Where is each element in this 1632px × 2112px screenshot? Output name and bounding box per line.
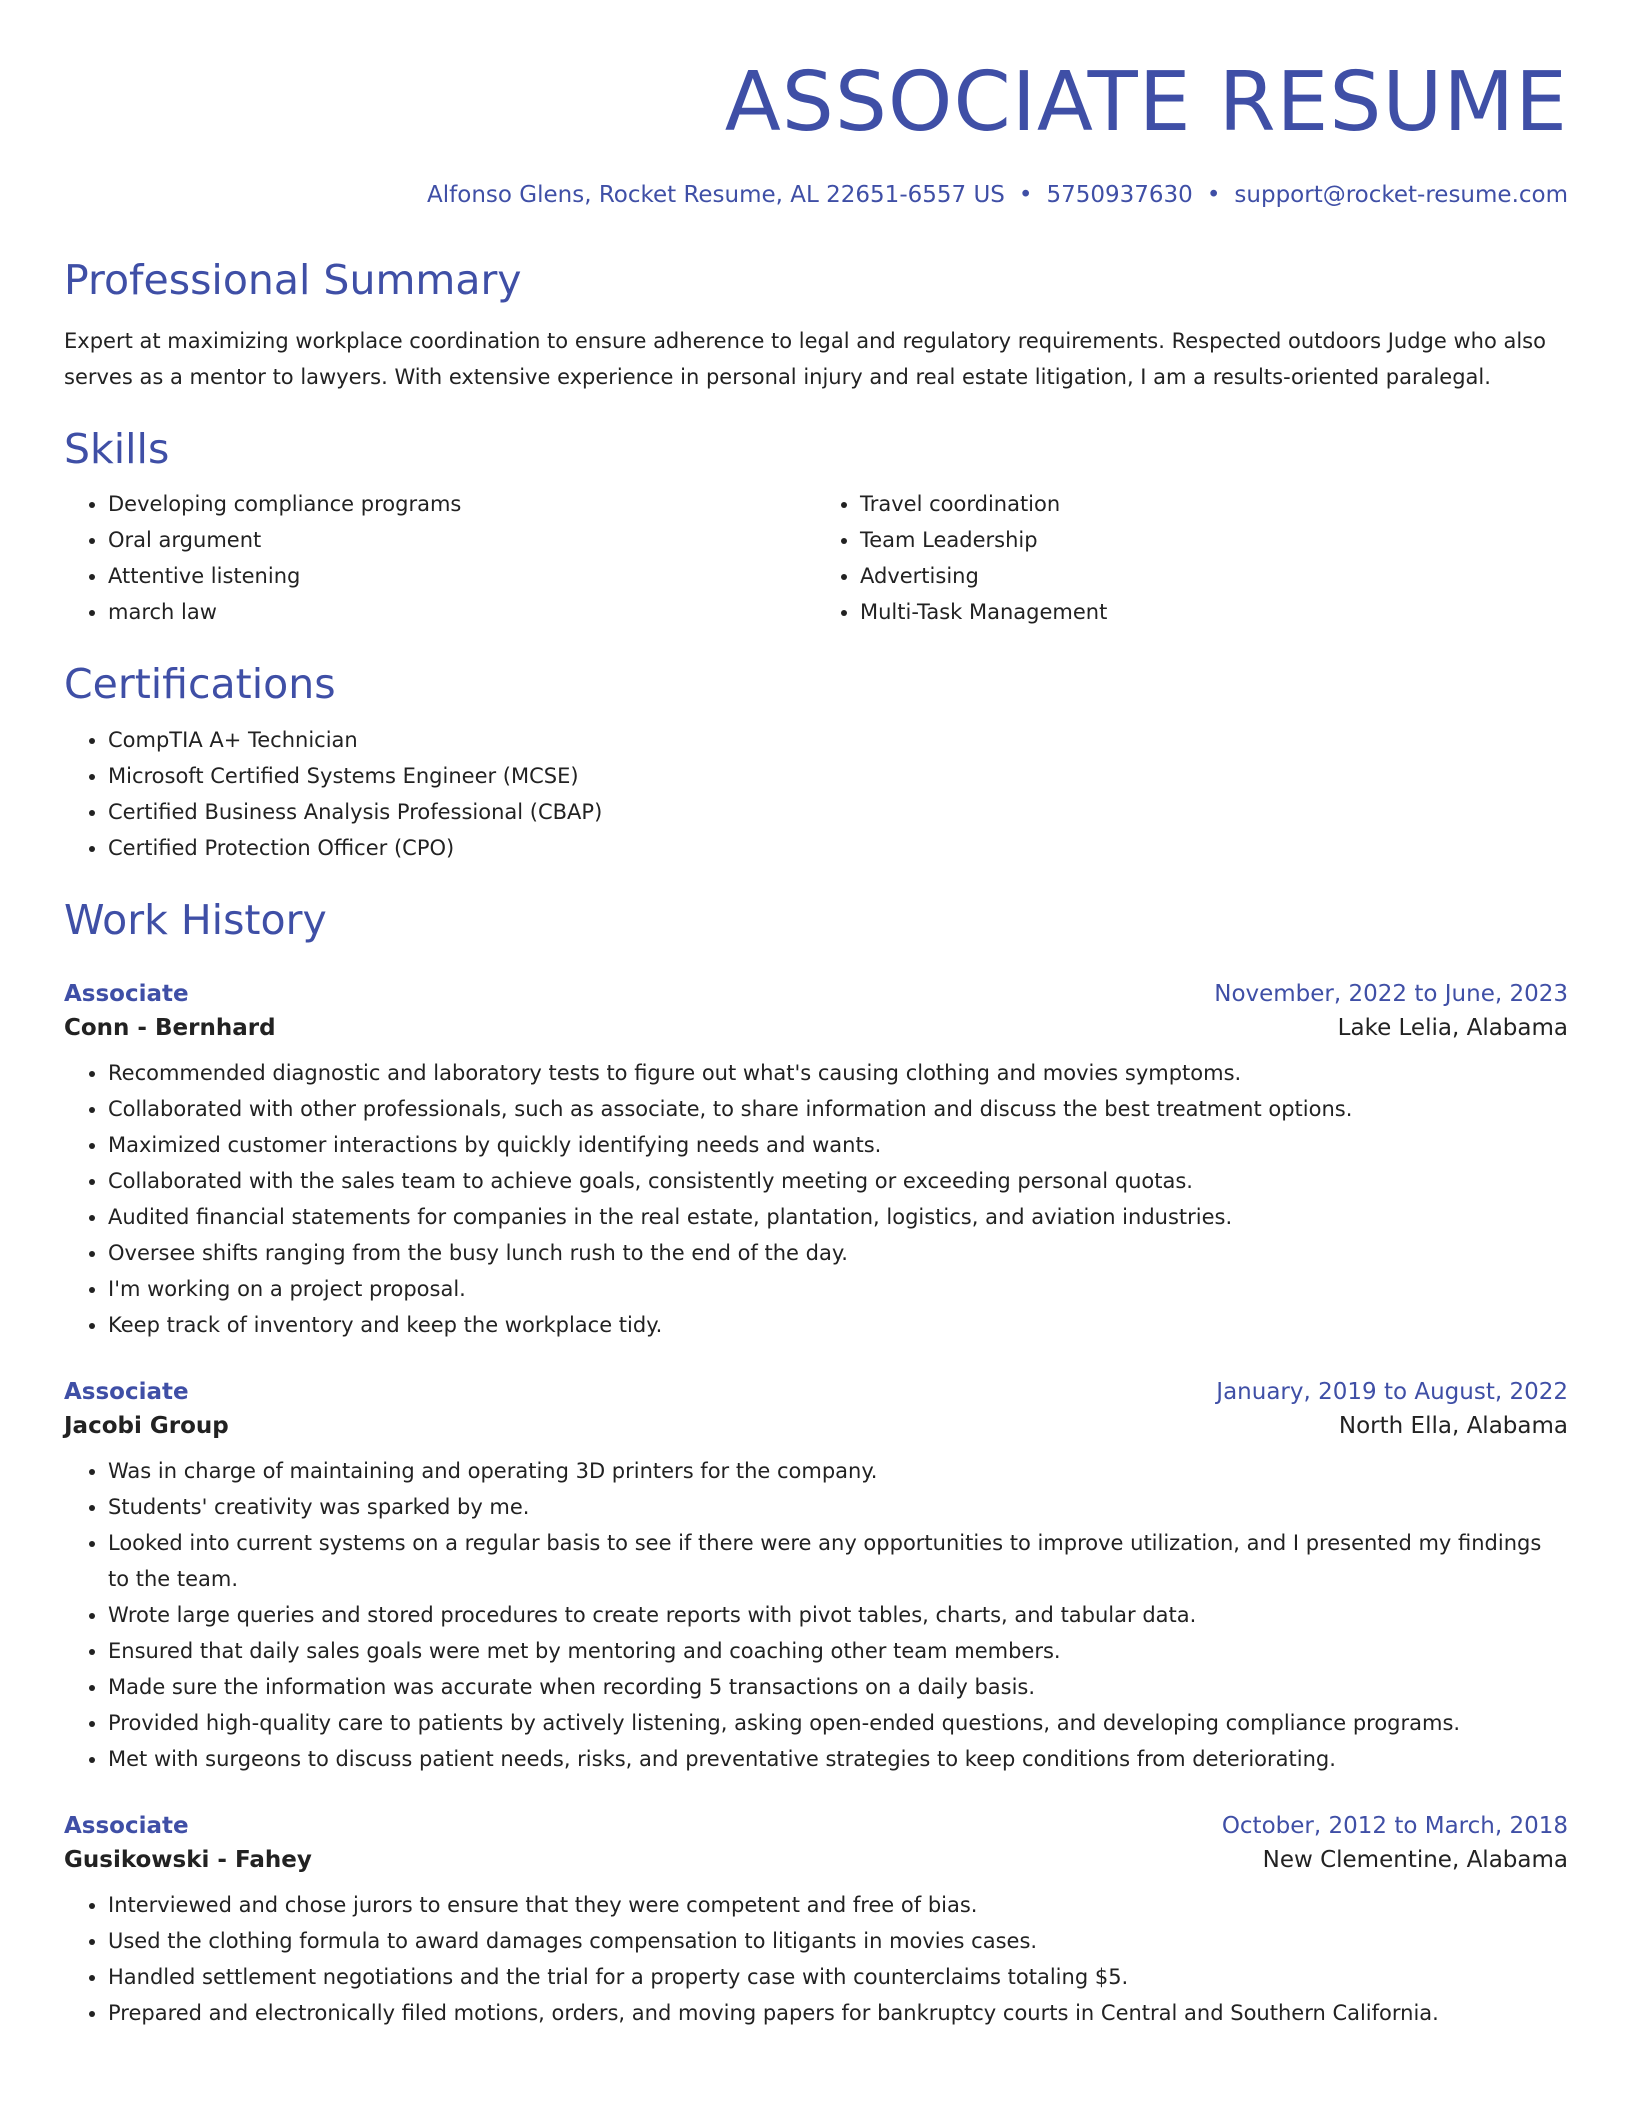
skill-item: • Attentive listening [108, 558, 816, 594]
job-dates: October, 2012 to March, 2018 [1221, 1812, 1568, 1839]
job-bullet: • Met with surgeons to discuss patient needs, risks, and preventative strategies to keep conditions from deteriorating. [108, 1741, 1568, 1777]
skill-item: • Advertising [860, 558, 1568, 594]
job-bullet: • Students' creativity was sparked by me. [108, 1489, 1568, 1525]
summary-heading: Professional Summary [64, 256, 522, 304]
job-role: Associate [64, 1378, 189, 1405]
job-bullet: • Keep track of inventory and keep the workplace tidy. [108, 1307, 1568, 1343]
job-company: Jacobi Group [64, 1412, 229, 1439]
job-bullet: • Made sure the information was accurate when recording 5 transactions on a daily basis. [108, 1669, 1568, 1705]
job-bullet: • Looked into current systems on a regular basis to see if there were any opportunities to improve utilization, and I presented my findings to the team. [108, 1525, 1568, 1597]
skills-column-right [816, 486, 1568, 630]
certification-item: • Microsoft Certified Systems Engineer (MCSE) [108, 758, 1568, 794]
job-subheader [64, 1847, 1568, 1873]
job-dates: January, 2019 to August, 2022 [1216, 1378, 1568, 1405]
job-bullet: • Handled settlement negotiations and the trial for a property case with counterclaims totaling $5. [108, 1959, 1568, 1995]
job-bullets [64, 1055, 1568, 1343]
job-bullet: • Collaborated with the sales team to achieve goals, consistently meeting or exceeding personal quotas. [108, 1163, 1568, 1199]
job-location: Lake Lelia, Alabama [1337, 1014, 1568, 1041]
job-role: Associate [64, 980, 189, 1007]
skill-item: • Multi-Task Management [860, 594, 1568, 630]
job-entry [64, 1813, 1568, 2031]
job-header [64, 1379, 1568, 1405]
skills-list [64, 474, 1568, 630]
contact-email[interactable]: support@rocket-resume.com [1234, 182, 1568, 208]
certification-item: • Certified Protection Officer (CPO) [108, 830, 1568, 866]
job-bullet: • Maximized customer interactions by quickly identifying needs and wants. [108, 1127, 1568, 1163]
job-entry [64, 981, 1568, 1343]
certifications-heading: Certifications [64, 660, 336, 709]
skill-item: • Oral argument [108, 522, 816, 558]
job-role: Associate [64, 1812, 189, 1839]
contact-separator: • [1206, 182, 1221, 208]
contact-separator: • [1018, 182, 1033, 208]
job-dates: November, 2022 to June, 2023 [1214, 980, 1568, 1007]
job-header [64, 981, 1568, 1007]
skills-heading: Skills [64, 425, 170, 474]
job-company: Gusikowski - Fahey [64, 1846, 312, 1873]
job-bullet: • Audited financial statements for companies in the real estate, plantation, logistics, and aviation industries. [108, 1199, 1568, 1235]
skill-item: • Developing compliance programs [108, 486, 816, 522]
job-bullet: • Was in charge of maintaining and operating 3D printers for the company. [108, 1453, 1568, 1489]
job-header [64, 1813, 1568, 1839]
job-bullet: • Collaborated with other professionals, such as associate, to share information and discuss the best treatment options. [108, 1091, 1568, 1127]
job-subheader [64, 1015, 1568, 1041]
skill-item: • march law [108, 594, 816, 630]
skill-item: • Team Leadership [860, 522, 1568, 558]
job-entry [64, 1379, 1568, 1777]
resume-title: ASSOCIATE RESUME [724, 55, 1568, 150]
job-location: New Clementine, Alabama [1262, 1846, 1568, 1873]
certification-item: • CompTIA A+ Technician [108, 722, 1568, 758]
certifications-list [64, 722, 1568, 866]
certification-item: • Certified Business Analysis Professional (CBAP) [108, 794, 1568, 830]
job-bullet: • Prepared and electronically filed motions, orders, and moving papers for bankruptcy courts in Central and Southern California. [108, 1995, 1568, 2031]
job-bullet: • Interviewed and chose jurors to ensure that they were competent and free of bias. [108, 1887, 1568, 1923]
job-bullets [64, 1453, 1568, 1777]
contact-phone: 5750937630 [1046, 182, 1193, 208]
job-bullet: • Used the clothing formula to award damages compensation to litigants in movies cases. [108, 1923, 1568, 1959]
job-location: North Ella, Alabama [1338, 1412, 1568, 1439]
skills-column-left [64, 486, 816, 630]
job-bullet: • Recommended diagnostic and laboratory tests to figure out what's causing clothing and movies symptoms. [108, 1055, 1568, 1091]
job-subheader [64, 1413, 1568, 1439]
job-company: Conn - Bernhard [64, 1014, 276, 1041]
contact-line [64, 182, 1568, 208]
work-history-heading: Work History [64, 895, 327, 944]
job-bullet: • Wrote large queries and stored procedures to create reports with pivot tables, charts, and tabular data. [108, 1597, 1568, 1633]
contact-address: Alfonso Glens, Rocket Resume, AL 22651-6557 US [427, 182, 1005, 208]
job-bullet: • Provided high-quality care to patients by actively listening, asking open-ended questions, and developing compliance programs. [108, 1705, 1568, 1741]
job-bullets [64, 1887, 1568, 2031]
job-bullet: • I'm working on a project proposal. [108, 1271, 1568, 1307]
job-bullet: • Oversee shifts ranging from the busy lunch rush to the end of the day. [108, 1235, 1568, 1271]
summary-text: Expert at maximizing workplace coordination to ensure adherence to legal and regulatory requirements. Respected outdoors Judge who also serves as a mentor to lawyers. With extensive experience in personal injury and real estate litigation, I am a results-oriented paralegal. [64, 329, 1546, 390]
skill-item: • Travel coordination [860, 486, 1568, 522]
job-bullet: • Ensured that daily sales goals were met by mentoring and coaching other team members. [108, 1633, 1568, 1669]
